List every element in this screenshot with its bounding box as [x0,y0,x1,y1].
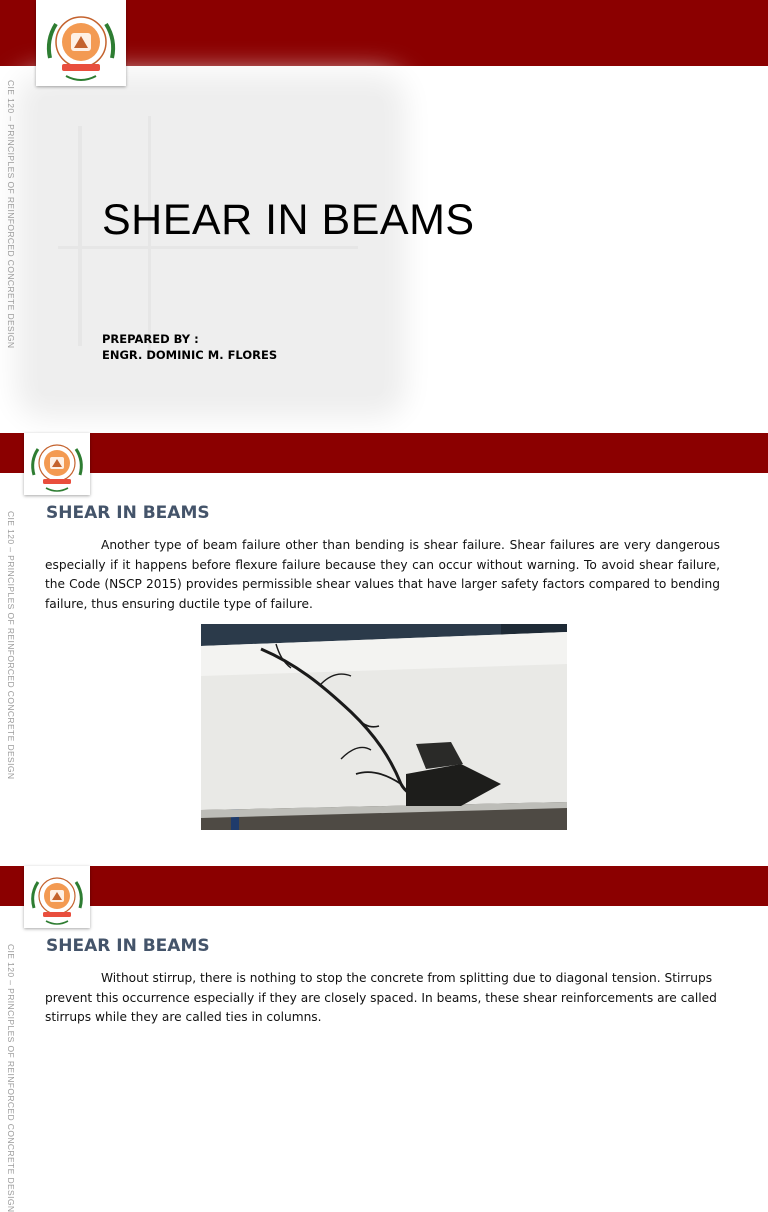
body-paragraph: Without stirrup, there is nothing to stop the concrete from splitting due to diagonal tension. Stirrups prevent this occurrence especially if they are closely spaced. In beams, these shear reinforcements are called stirrups while they are called ties in columns. [45,971,717,1024]
course-side-label: CIE 120 – PRINCIPLES OF REINFORCED CONCRETE DESIGN [6,944,16,1212]
university-seal-icon [36,0,126,86]
course-side-label: CIE 120 – PRINCIPLES OF REINFORCED CONCRETE DESIGN [6,80,16,349]
header-bar [0,433,768,473]
university-logo [24,866,90,928]
course-side-label: CIE 120 – PRINCIPLES OF REINFORCED CONCRETE DESIGN [6,511,16,780]
header-bar [0,866,768,906]
prepared-by-label: PREPARED BY : [102,332,199,346]
university-seal-icon [24,866,90,928]
content-slide-3 [0,866,768,1212]
section-heading: SHEAR IN BEAMS [46,936,210,956]
university-seal-icon [24,433,90,495]
content-slide-2 [0,433,768,853]
university-logo [24,433,90,495]
page-title: SHEAR IN BEAMS [102,196,475,244]
cracked-beam-photo [201,624,567,830]
section-heading: SHEAR IN BEAMS [46,503,210,523]
title-slide [0,0,768,422]
university-logo [36,0,126,86]
prepared-by-block [102,331,277,363]
author-name: ENGR. DOMINIC M. FLORES [102,348,278,362]
body-paragraph: Another type of beam failure other than bending is shear failure. Shear failures are very dangerous especially if it happens before flexure failure because they can occur without warning. To avoid shear failure, the Code (NSCP 2015) provides permissible shear values that have larger safety factors compared to bending failure, thus ensuring ductile type of failure. [45,538,720,611]
